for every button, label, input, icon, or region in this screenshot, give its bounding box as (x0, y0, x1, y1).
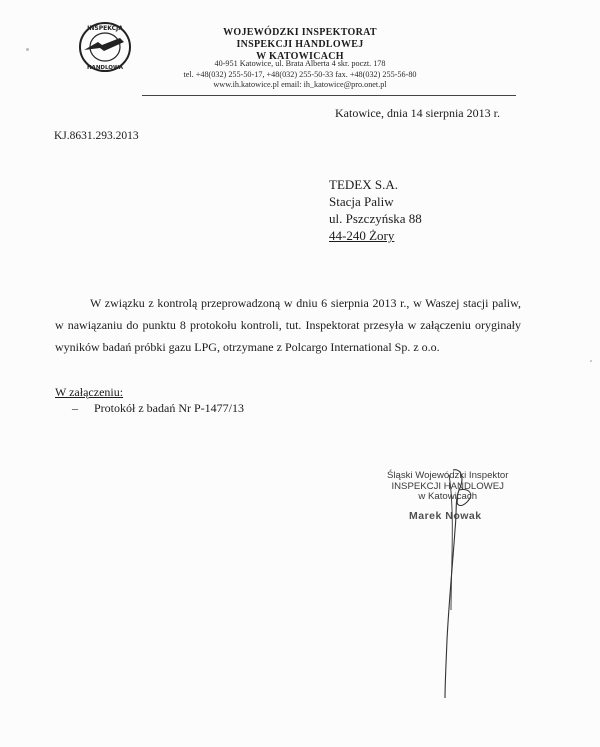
stamp-line-1: Śląski Wojewódzki Inspektor (387, 470, 509, 481)
letter-body-text: W związku z kontrolą przeprowadzoną w dniu 6 sierpnia 2013 r., w Waszej stacji paliw, w nawiązaniu do punktu 8 protokołu kontroli, tut. Inspektorat przesyła w załączeniu oryginały wyników badań próbki gazu LPG, otrzymane z Polcargo International Sp. z o.o. (55, 296, 521, 354)
postal-address: 40-951 Katowice, ul. Brata Alberta 4 skr. poczt. 178 (214, 59, 386, 68)
org-line-1: WOJEWÓDZKI INSPEKTORAT (223, 27, 377, 38)
addressee-station: Stacja Paliw (329, 194, 394, 209)
addressee-street: ul. Pszczyńska 88 (329, 211, 422, 226)
handwritten-signature (425, 450, 485, 700)
svg-text:INSPEKCJA: INSPEKCJA (87, 25, 123, 32)
phone-fax: tel. +48(032) 255-50-17, +48(032) 255-50-33 fax. +48(032) 255-56-80 (183, 69, 417, 79)
attachments-title: W załączeniu: (55, 385, 124, 399)
organization-contact (150, 59, 450, 91)
letter-date: Katowice, dnia 14 sierpnia 2013 r. (335, 106, 500, 120)
web-email: www.ih.katowice.pl email: ih_katowice@pro.onet.pl (213, 80, 387, 89)
stamp-line-3: w Katowicach (418, 491, 478, 502)
addressee-city: 44-240 Żory (329, 228, 395, 243)
org-line-3: W KATOWICACH (256, 51, 344, 62)
inspection-logo (78, 20, 132, 74)
svg-text:HANDLOWA: HANDLOWA (86, 65, 124, 71)
addressee-company: TEDEX S.A. (329, 177, 398, 192)
organization-name (215, 27, 385, 63)
attachment-item-text: Protokół z badań Nr P-1477/13 (94, 401, 244, 415)
org-line-2: INSPEKCJI HANDLOWEJ (236, 39, 364, 50)
reference-number: KJ.8631.293.2013 (54, 130, 139, 142)
addressee-block (329, 176, 422, 244)
stamp-line-2: INSPEKCJI HANDLOWEJ (391, 480, 504, 492)
letter-body (55, 292, 521, 358)
header-divider (142, 95, 516, 96)
inspector-name: Marek Nowak (409, 510, 482, 522)
attachment-item: – Protokół z badań Nr P-1477/13 (72, 401, 244, 415)
